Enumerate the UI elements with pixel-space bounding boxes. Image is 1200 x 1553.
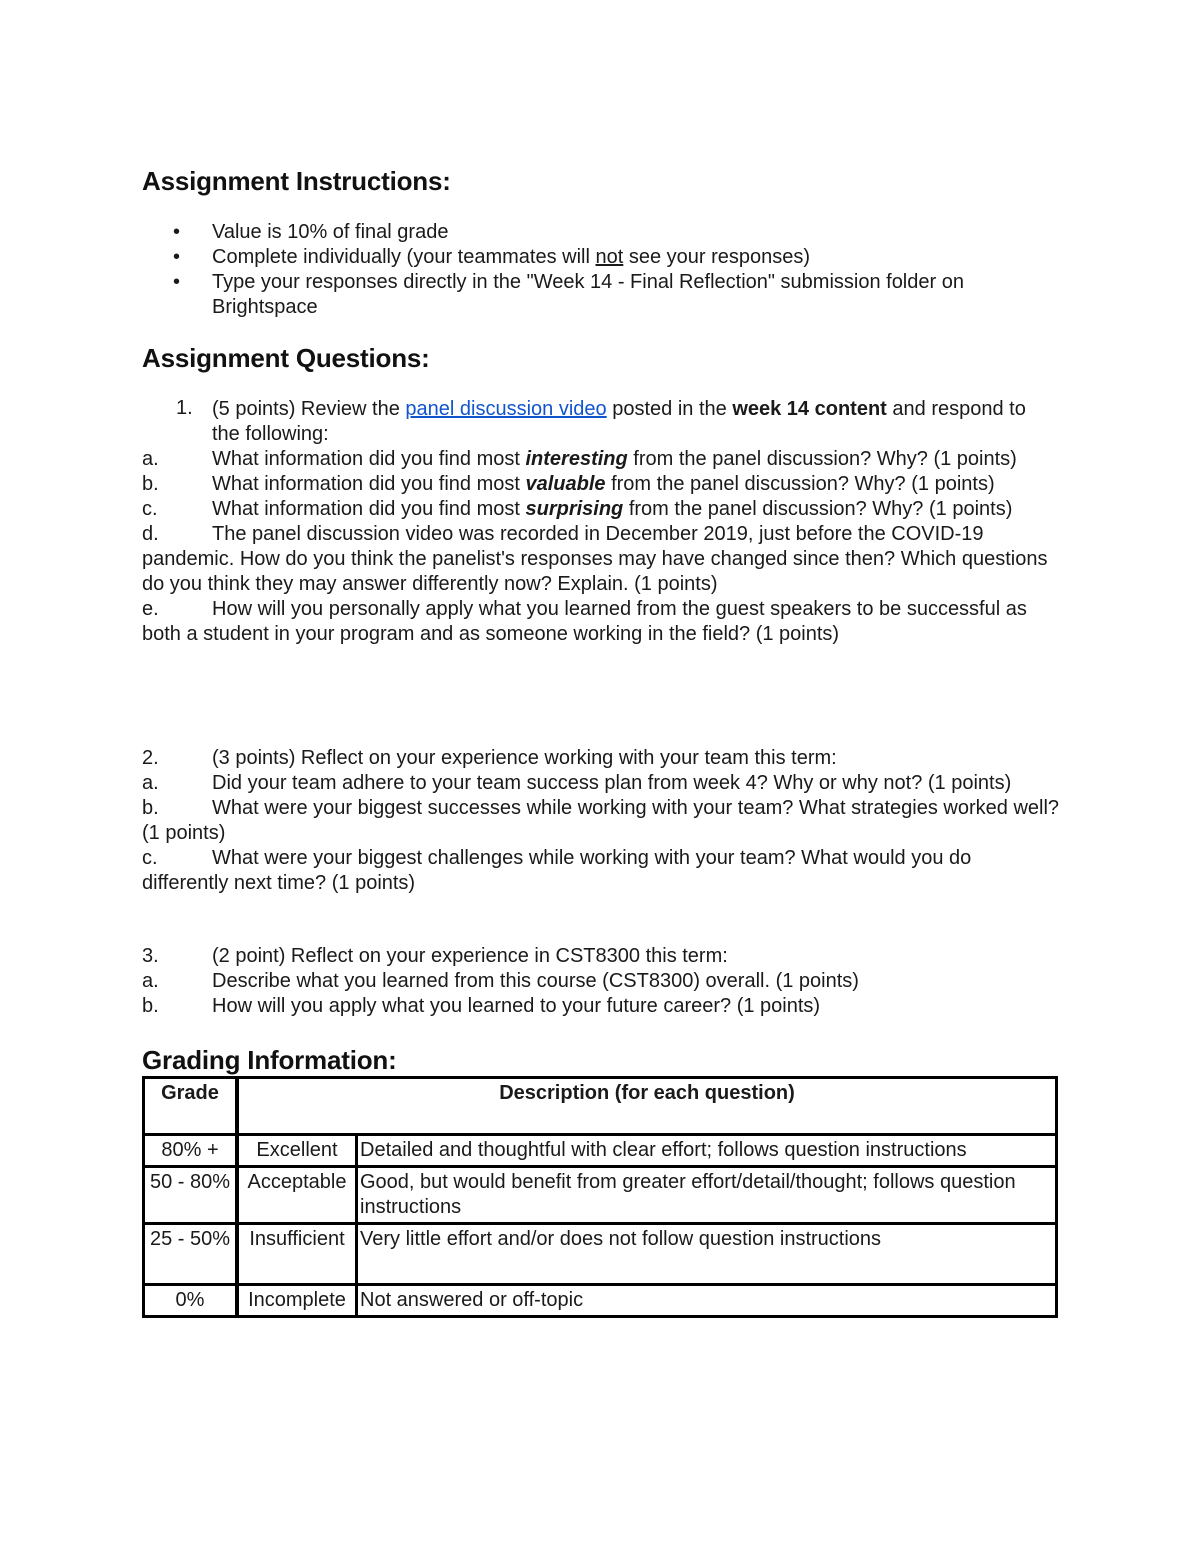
bullet-icon: • (173, 271, 181, 293)
questions-heading: Assignment Questions: (142, 343, 430, 373)
table-row: 80% + Excellent Detailed and thoughtful with clear effort; follows question instructions (144, 1135, 1057, 1167)
subquestion: c. What information did you find most surprising from the panel discussion? Why? (1 points) (142, 498, 1013, 520)
bullet-icon: • (173, 221, 181, 243)
panel-discussion-video-link[interactable]: panel discussion video (405, 398, 607, 420)
instructions-list (142, 220, 1042, 320)
instruction-item: • Value is 10% of final grade (173, 221, 449, 243)
table-row: 0% Incomplete Not answered or off-topic (144, 1285, 1057, 1317)
question-3: 3. (2 point) Reflect on your experience in CST8300 this term: a. Describe what you learned from this course (CST8300) overall. (1 points) b. How will you apply what you learned to your future career? (1 points) (142, 944, 1062, 1019)
subquestion: b. How will you apply what you learned to your future career? (1 points) (142, 995, 821, 1017)
subquestion: a. Did your team adhere to your team success plan from week 4? Why or why not? (1 points) (142, 772, 1012, 794)
subquestion: d. The panel discussion video was recorded in December 2019, just before the COVID-19 pandemic. How do you think the panelist's responses may have changed since then? Which questions do you think they may answer differently now? Explain. (1 points) (142, 523, 1048, 595)
table-header-row: Grade Description (for each question) (144, 1078, 1057, 1135)
subquestion: e. How will you personally apply what you learned from the guest speakers to be successful as both a student in your program and as someone working in the field? (1 points) (142, 598, 1027, 645)
subquestion: b. What were your biggest successes while working with your team? What strategies worked well? (1 points) (142, 797, 1060, 844)
instructions-heading: Assignment Instructions: (142, 166, 451, 196)
subquestion: a. What information did you find most interesting from the panel discussion? Why? (1 points) (142, 448, 1017, 470)
question-1-subitems (142, 447, 1062, 647)
question-2: 2. (3 points) Reflect on your experience working with your team this term: a. Did your team adhere to your team success plan from week 4? Why or why not? (1 points) b. What were your biggest successes while working with your team? What strategies worked well? (1 points) c. What were your biggest challenges while working with your team? What would you do differently next time? (1 points) (142, 746, 1062, 896)
bullet-icon: • (173, 246, 181, 268)
table-row: 25 - 50% Insufficient Very little effort and/or does not follow question instructions (144, 1224, 1057, 1285)
grading-table (142, 1076, 1058, 1318)
grading-heading: Grading Information: (142, 1045, 397, 1075)
instruction-item: • Type your responses directly in the "Week 14 - Final Reflection" submission folder on Brightspace (173, 271, 964, 318)
instruction-item: • Complete individually (your teammates will not see your responses) (173, 246, 811, 268)
subquestion: a. Describe what you learned from this course (CST8300) overall. (1 points) (142, 970, 859, 992)
subquestion: c. What were your biggest challenges while working with your team? What would you do differently next time? (1 points) (142, 847, 972, 894)
table-row: 50 - 80% Acceptable Good, but would benefit from greater effort/detail/thought; follows question instructions (144, 1167, 1057, 1224)
subquestion: b. What information did you find most valuable from the panel discussion? Why? (1 points) (142, 473, 995, 495)
